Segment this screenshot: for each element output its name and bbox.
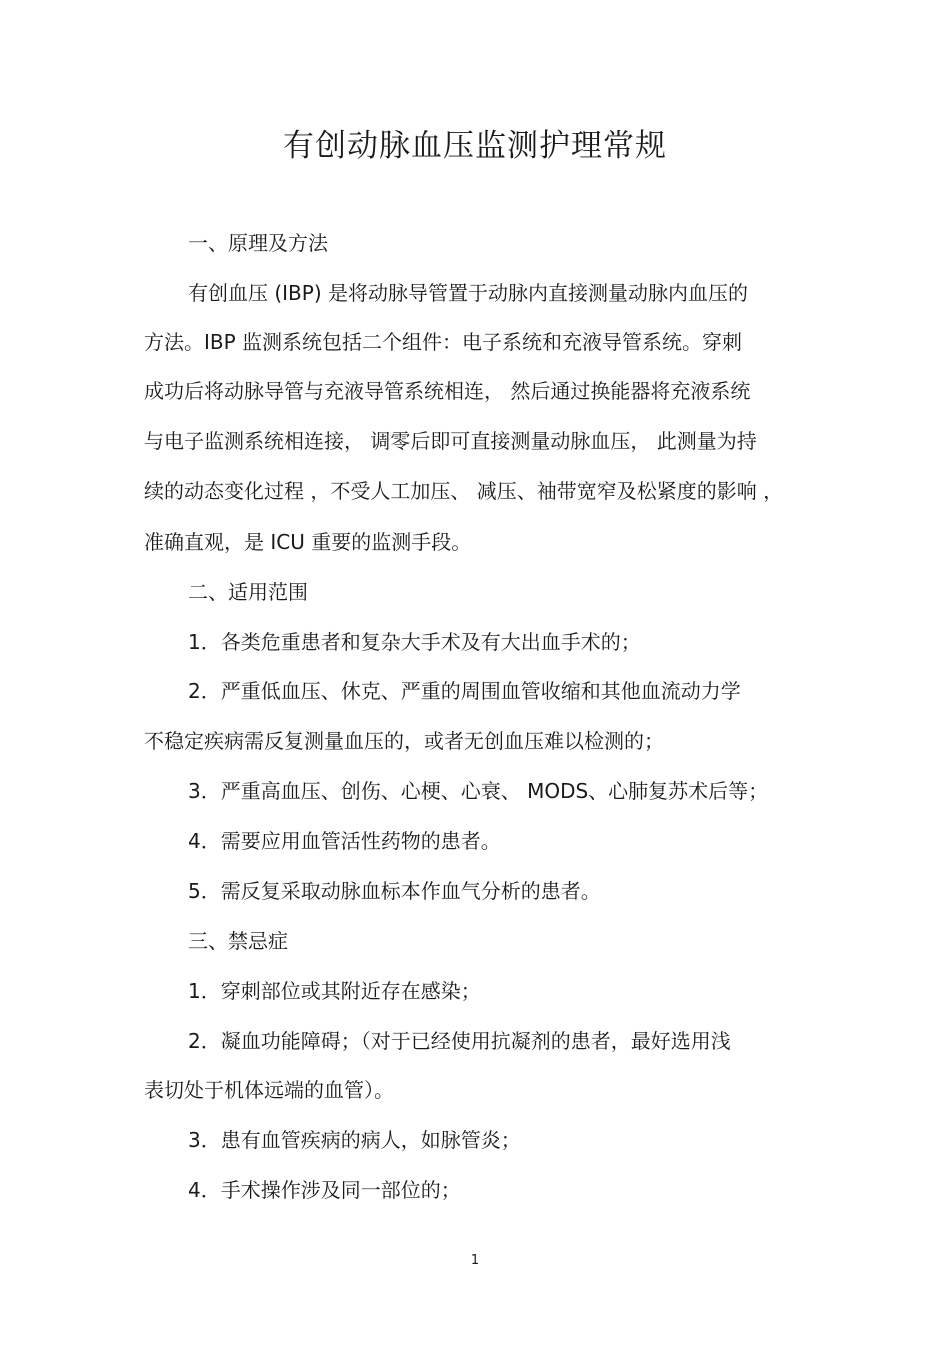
document-title: 有创动脉血压监测护理常规	[283, 128, 667, 164]
list-item-continuation: 不稳定疾病需反复测量血压的，或者无创血压难以检测的；	[144, 729, 664, 753]
list-item: 1．各类危重患者和复杂大手术及有大出血手术的；	[188, 630, 641, 654]
list-item: 2．凝血功能障碍；（对于已经使用抗凝剂的患者，最好选用浅	[188, 1029, 731, 1053]
list-item: 3．严重高血压、创伤、心梗、心衰、 MODS、心肺复苏术后等；	[188, 779, 769, 803]
section-heading-principle: 一、原理及方法	[188, 231, 328, 255]
page-number: 1	[470, 1253, 480, 1268]
list-item: 1．穿刺部位或其附近存在感染；	[188, 979, 481, 1003]
paragraph-line: 续的动态变化过程 ，不受人工加压、 减压、袖带宽窄及松紧度的影响 ，	[144, 479, 784, 503]
paragraph-line: 与电子监测系统相连接， 调零后即可直接测量动脉血压， 此测量为持	[144, 429, 757, 453]
list-item: 4．手术操作涉及同一部位的；	[188, 1178, 461, 1202]
section-heading-contraindications: 三、禁忌症	[188, 929, 288, 953]
list-item: 2．严重低血压、休克、严重的周围血管收缩和其他血流动力学	[188, 679, 741, 703]
section-heading-scope: 二、适用范围	[188, 580, 308, 604]
paragraph-line: 方法。IBP 监测系统包括二个组件：电子系统和充液导管系统。穿刺	[144, 330, 743, 354]
list-item-continuation: 表切处于机体远端的血管）。	[144, 1078, 394, 1102]
list-item: 3．患有血管疾病的病人，如脉管炎；	[188, 1128, 521, 1152]
paragraph-line: 准确直观，是 ICU 重要的监测手段。	[144, 530, 472, 554]
list-item: 4．需要应用血管活性药物的患者。	[188, 829, 501, 853]
paragraph-line: 成功后将动脉导管与充液导管系统相连， 然后通过换能器将充液系统	[144, 379, 751, 403]
list-item: 5．需反复采取动脉血标本作血气分析的患者。	[188, 879, 601, 903]
paragraph-line: 有创血压 (IBP) 是将动脉导管置于动脉内直接测量动脉内血压的	[188, 281, 748, 305]
